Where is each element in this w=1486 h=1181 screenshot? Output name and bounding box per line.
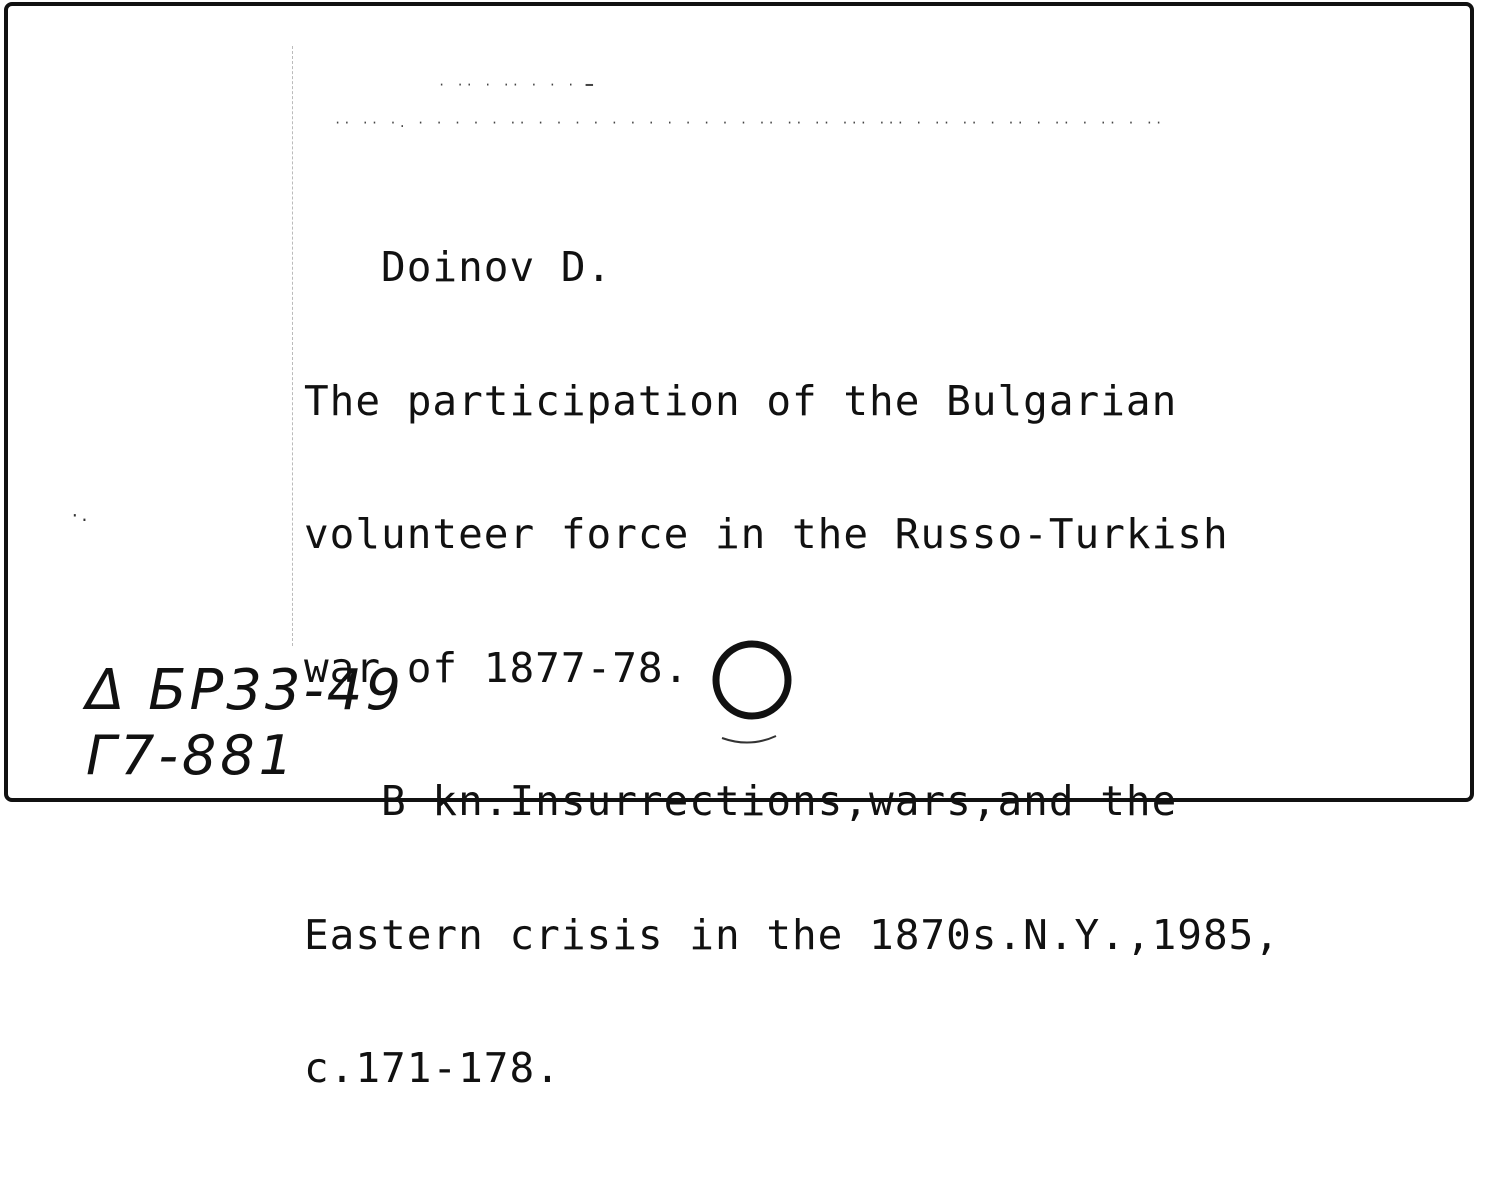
entry-title-line-3: war of 1877-78. [304, 643, 690, 692]
shelf-mark-line-1: Δ БР33-49 [86, 658, 405, 723]
entry-author: Doinov D. [304, 243, 613, 291]
entry-title-line-1: The participation of the Bulgarian [304, 376, 1178, 425]
entry-title-line-2: volunteer force in the Russo-Turkish [304, 510, 1229, 558]
punch-hole-icon [708, 634, 798, 744]
faint-typing-marks: · ·· · ·· · · · ━ [438, 78, 595, 92]
catalog-card [4, 2, 1474, 1092]
speck: ·. [70, 506, 90, 525]
shelf-mark-line-2: Г7-881 [86, 724, 297, 787]
faint-typing-marks: ·· ·· ·. · · · · · ·· · · · · · · · · · · · · ·· ·· ·· ··· ··· · ·· ·· · ·· · ·· · ·· · ·· [334, 116, 1165, 130]
entry-source-line-2: Eastern crisis in the 1870s.N.Y.,1985, [304, 910, 1280, 959]
margin-rule [292, 46, 293, 646]
entry-source-line-1: B kn.Insurrections,wars,and the [304, 777, 1178, 825]
entry-pages: c.171-178. [304, 1044, 561, 1092]
